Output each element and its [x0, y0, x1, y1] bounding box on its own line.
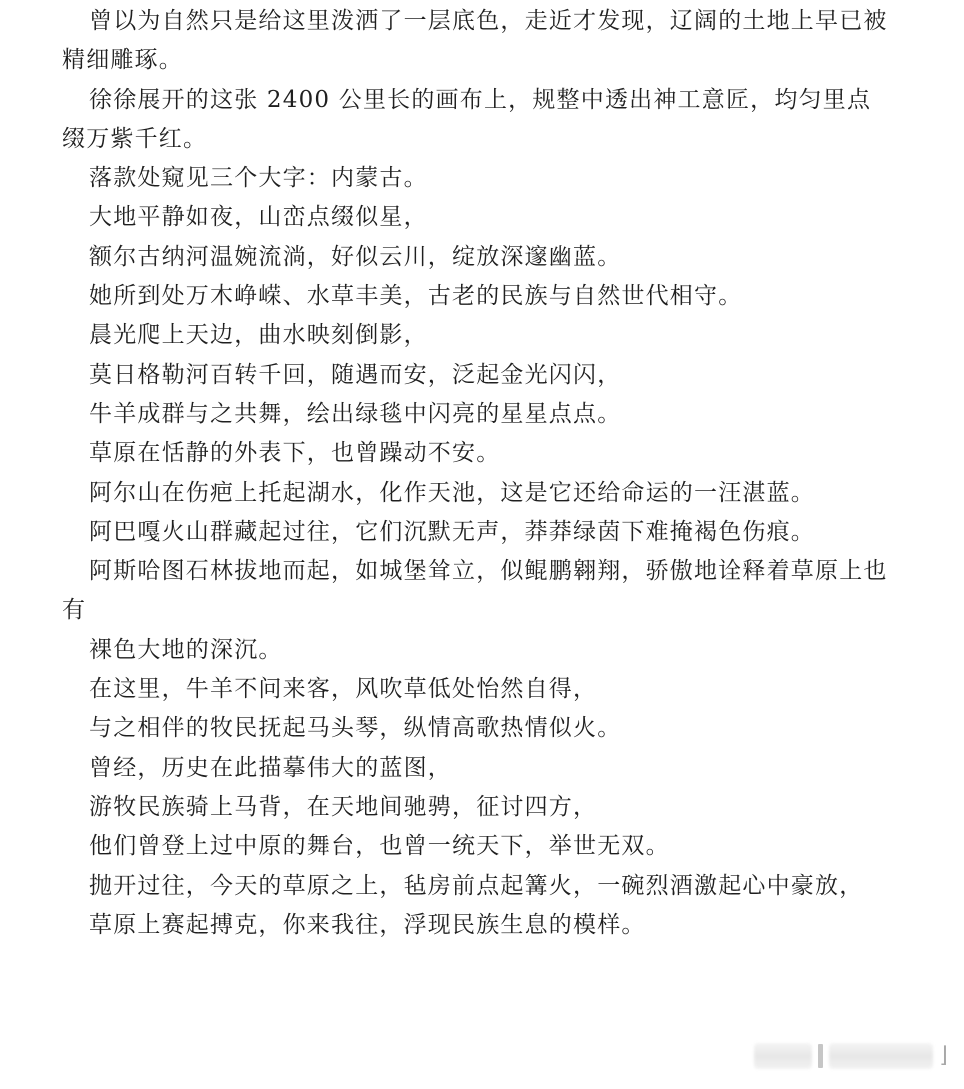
paragraph: 牛羊成群与之共舞，绘出绿毯中闪亮的星星点点。: [89, 400, 622, 427]
paragraph: 阿斯哈图石林拔地而起，如城堡耸立，似鲲鹏翱翔，骄傲地诠释着草原上也有: [62, 558, 888, 624]
article-body: [62, 2, 892, 945]
paragraph: 草原在恬静的外表下，也曾躁动不安。: [89, 440, 501, 467]
corner-bracket-icon: ⌋: [939, 1043, 948, 1068]
watermark-blur-segment: [754, 1043, 812, 1069]
paragraph: 徐徐展开的这张 2400 公里长的画布上，规整中透出神工意匠，均匀里点缀万紫千红。: [62, 86, 872, 152]
paragraph: 阿尔山在伤疤上托起湖水，化作天池，这是它还给命运的一汪湛蓝。: [89, 479, 815, 506]
paragraph: 在这里，牛羊不问来客，风吹草低处怡然自得，: [89, 676, 598, 703]
paragraph: 阿巴嘎火山群藏起过往，它们沉默无声，莽莽绿茵下难掩褐色伤痕。: [89, 518, 815, 545]
paragraph: 曾以为自然只是给这里泼洒了一层底色，走近才发现，辽阔的土地上早已被精细雕琢。: [62, 8, 888, 74]
paragraph: 莫日格勒河百转千回，随遇而安，泛起金光闪闪，: [89, 361, 622, 388]
paragraph: 与之相伴的牧民抚起马头琴，纵情高歌热情似火。: [89, 715, 622, 742]
blurred-watermark: [754, 1041, 948, 1071]
paragraph: 他们曾登上过中原的舞台，也曾一统天下，举世无双。: [89, 833, 670, 860]
paragraph: 大地平静如夜，山峦点缀似星，: [89, 204, 428, 231]
paragraph: 她所到处万木峥嵘、水草丰美，古老的民族与自然世代相守。: [89, 283, 743, 310]
watermark-blur-segment: [829, 1043, 933, 1069]
paragraph: 裸色大地的深沉。: [89, 636, 283, 663]
paragraph: 抛开过往，今天的草原之上，毡房前点起篝火，一碗烈酒激起心中豪放，: [89, 872, 864, 899]
paragraph: 额尔古纳河温婉流淌，好似云川，绽放深邃幽蓝。: [89, 243, 622, 270]
paragraph: 曾经，历史在此描摹伟大的蓝图，: [89, 754, 452, 781]
paragraph: 草原上赛起搏克，你来我往，浮现民族生息的模样。: [89, 911, 646, 938]
watermark-separator: [818, 1044, 823, 1068]
paragraph: 落款处窥见三个大字：内蒙古。: [89, 165, 428, 192]
paragraph: 游牧民族骑上马背，在天地间驰骋，征讨四方，: [89, 793, 598, 820]
paragraph: 晨光爬上天边，曲水映刻倒影，: [89, 322, 428, 349]
